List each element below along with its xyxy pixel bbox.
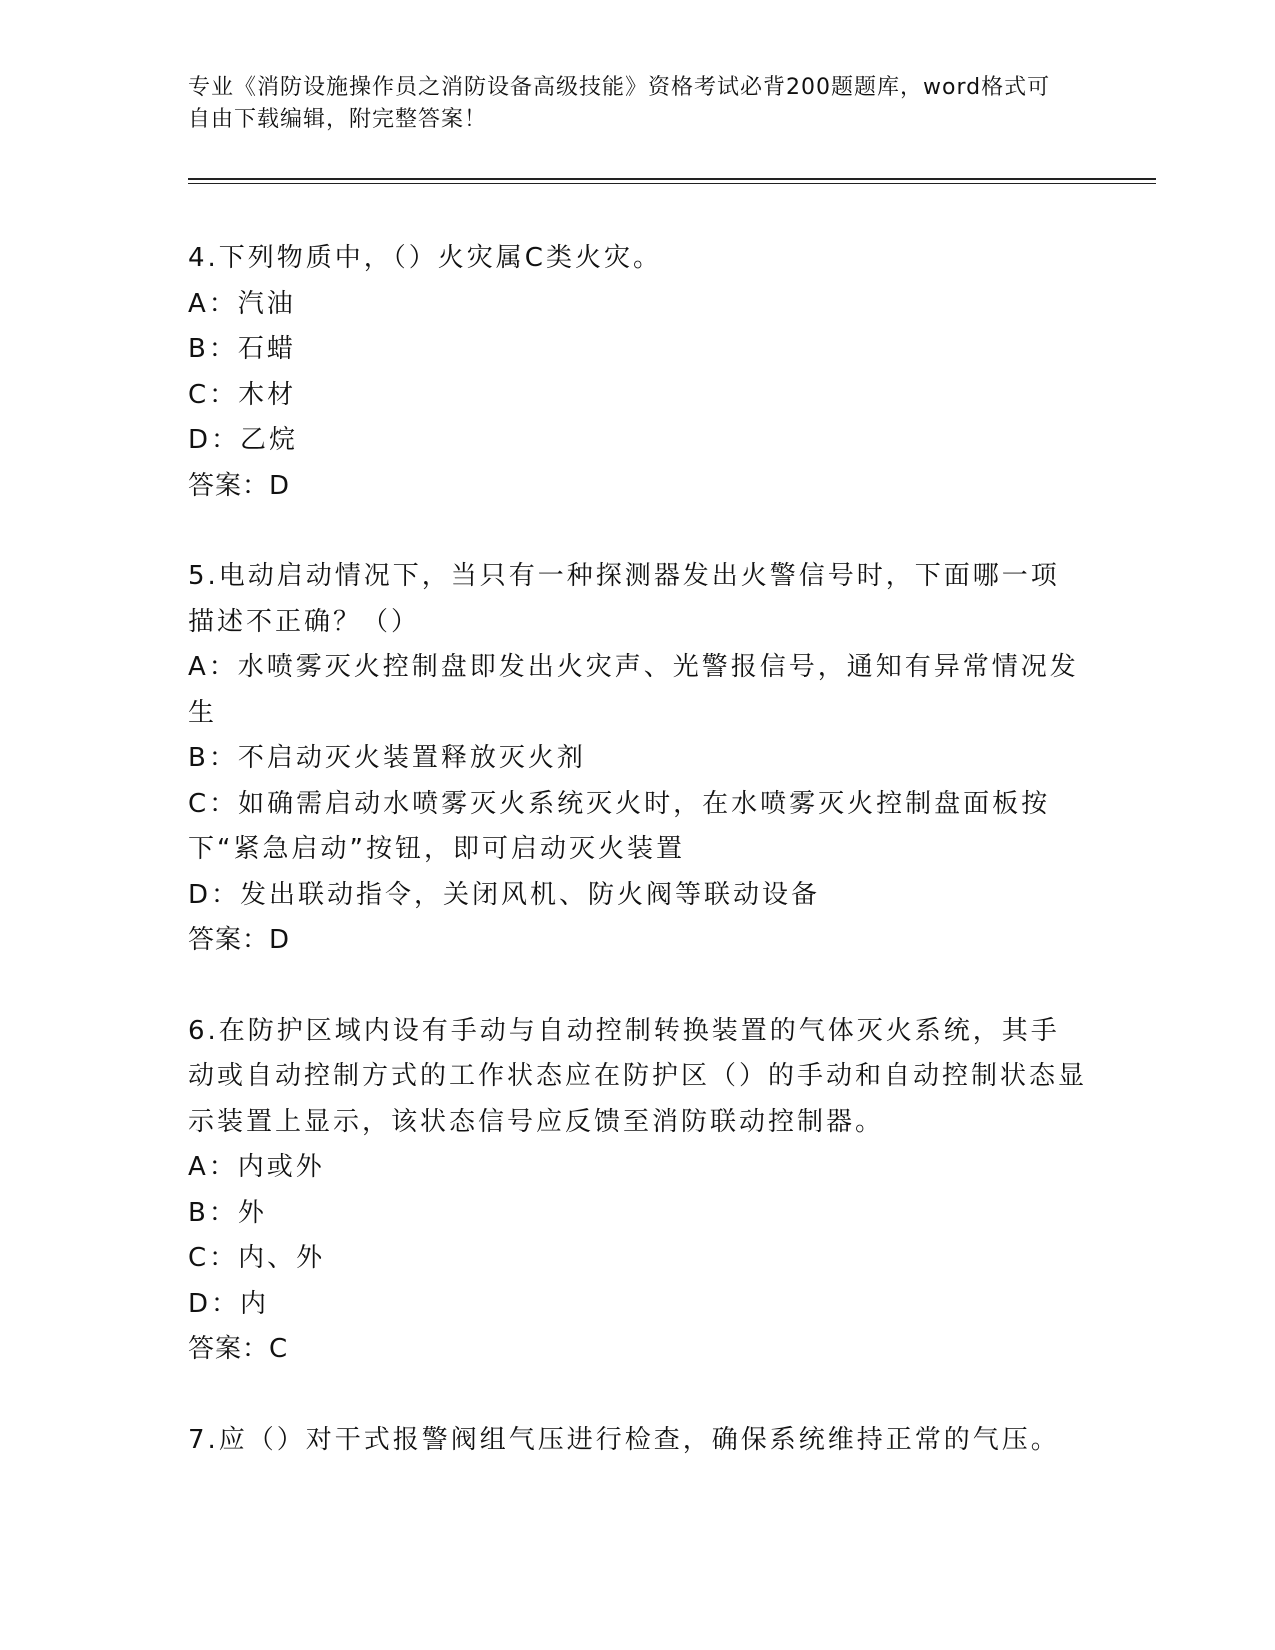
question-stem: 5.电动启动情况下，当只有一种探测器发出火警信号时，下面哪一项描述不正确？（） <box>188 561 1060 637</box>
option-d: D：乙烷 <box>188 425 299 455</box>
option-d: D：内 <box>188 1288 270 1319</box>
question-4 <box>188 236 1088 509</box>
answer: 答案：C <box>188 1334 289 1364</box>
question-stem: 6.在防护区域内设有手动与自动控制转换装置的气体灭火系统，其手动或自动控制方式的工作状态应在防护区（）的手动和自动控制状态显示装置上显示，该状态信号应反馈至消防联动控制器。 <box>188 1015 1088 1137</box>
option-a: A：内或外 <box>188 1152 325 1182</box>
answer: 答案：D <box>188 925 291 955</box>
document-header: 专业《消防设施操作员之消防设备高级技能》资格考试必背200题题库，word格式可自由下载编辑，附完整答案！ <box>188 75 1051 132</box>
option-b: B：不启动灭火装置释放灭火剂 <box>188 743 586 773</box>
option-c: C：内、外 <box>188 1243 326 1273</box>
header-divider <box>188 178 1156 184</box>
option-c: C：木材 <box>188 379 297 410</box>
question-list <box>188 236 1088 1463</box>
option-a: A：水喷雾灭火控制盘即发出火灾声、光警报信号，通知有异常情况发生 <box>188 652 1079 728</box>
option-b: B：外 <box>188 1197 267 1228</box>
option-a: A：汽油 <box>188 288 296 319</box>
option-b: B：石蜡 <box>188 334 296 364</box>
question-stem: 7.应（）对干式报警阀组气压进行检查，确保系统维持正常的气压。 <box>188 1424 1060 1455</box>
question-stem: 4.下列物质中，（）火灾属C类火灾。 <box>188 243 662 273</box>
answer: 答案：D <box>188 470 291 501</box>
option-c: C：如确需启动水喷雾灭火系统灭火时，在水喷雾灭火控制盘面板按下“紧急启动”按钮，即可启动灭火装置 <box>188 788 1051 864</box>
question-6 <box>188 1009 1088 1373</box>
option-d: D：发出联动指令，关闭风机、防火阀等联动设备 <box>188 879 821 910</box>
question-7 <box>188 1418 1088 1464</box>
question-5 <box>188 554 1088 964</box>
